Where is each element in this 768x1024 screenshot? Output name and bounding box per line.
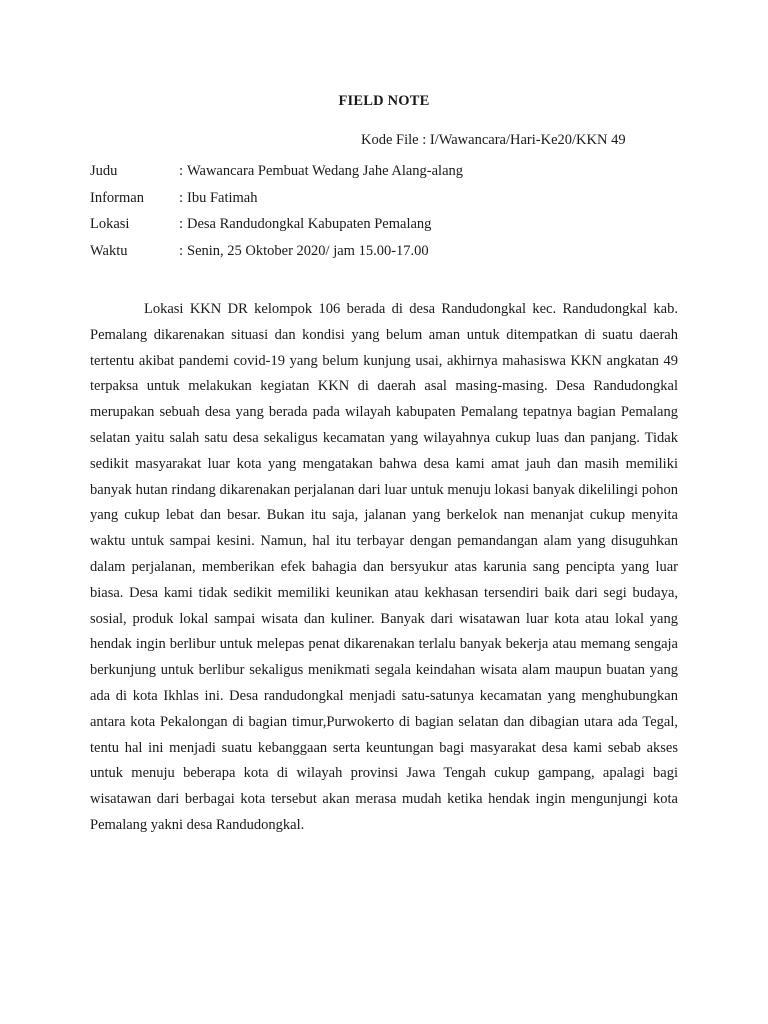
- meta-separator: :: [179, 189, 184, 206]
- meta-label: Informan: [90, 189, 144, 206]
- meta-value: Desa Randudongkal Kabupaten Pemalang: [187, 216, 432, 232]
- meta-row-informan: [90, 185, 463, 212]
- meta-separator: :: [179, 216, 184, 232]
- document-title: FIELD NOTE: [338, 93, 430, 109]
- meta-row-waktu: [90, 238, 463, 265]
- meta-value: Ibu Fatimah: [187, 189, 258, 206]
- meta-value: Wawancara Pembuat Wedang Jahe Alang-alang: [187, 163, 464, 179]
- body-paragraph: Lokasi KKN DR kelompok 106 berada di desa Randudongkal kec. Randudongkal kab. Pemalang dikarenakan situasi dan kondisi yang belum aman untuk ditempatkan di suatu daerah tertentu akibat pandemi covid-19 yang belum kunjung usai, akhirnya mahasiswa KKN angkatan 49 terpaksa untuk melakukan kegiatan KKN di daerah asal masing-masing. Desa Randudongkal merupakan sebuah desa yang berada pada wilayah kabupaten Pemalang tepatnya bagian Pemalang selatan yaitu salah satu desa sekaligus kecamatan yang wilayahnya cukup luas dan panjang. Tidak sedikit masyarakat luar kota yang mengatakan bahwa desa kami amat jauh dan masih memiliki banyak hutan rindang dikarenakan perjalanan dari luar untuk menuju lokasi banyak dikelilingi pohon yang cukup lebat dan besar. Bukan itu saja, jalanan yang berkelok nan menanjat cukup menyita waktu untuk sampai kesini. Namun, hal itu terbayar dengan pemandangan alam yang disuguhkan dalam perjalanan, memberikan efek bahagia dan bersyukur atas karunia sang pencipta yang luar biasa. Desa kami tidak sedikit memiliki keunikan atau kekhasan tersendiri baik dari segi budaya, sosial, produk lokal sampai wisata dan kuliner. Banyak dari wisatawan luar kota atau lokal yang hendak ingin berlibur untuk melepas penat dikarenakan terlalu banyak bekerja atau memang sengaja berkunjung untuk berlibur sekaligus menikmati segala keindahan wisata alam maupun buatan yang ada di kota Ikhlas ini. Desa randudongkal menjadi satu-satunya kecamatan yang menghubungkan antara kota Pekalongan di bagian timur,Purwokerto di bagian selatan dan dibagian utara ada Tegal, tentu hal ini menjadi suatu kebanggaan serta keuntungan bagi masyarakat desa kami sebab akses untuk menuju beberapa kota di wilayah provinsi Jawa Tengah cukup gampang, apalagi bagi wisatawan dari berbagai kota tersebut akan merasa mudah ketika hendak ingin mengunjungi kota Pemalang yakni desa Randudongkal.: [90, 301, 678, 833]
- meta-separator: :: [179, 242, 184, 259]
- meta-row-lokasi: [90, 211, 463, 238]
- meta-label: Lokasi: [90, 216, 130, 232]
- metadata-table: [90, 158, 463, 264]
- meta-label: Waktu: [90, 242, 128, 259]
- meta-label: Judu: [90, 163, 118, 179]
- kode-file: Kode File : I/Wawancara/Hari-Ke20/KKN 49: [361, 132, 626, 148]
- meta-value: Senin, 25 Oktober 2020/ jam 15.00-17.00: [187, 242, 429, 259]
- meta-row-judul: [90, 158, 463, 185]
- meta-separator: :: [179, 163, 184, 179]
